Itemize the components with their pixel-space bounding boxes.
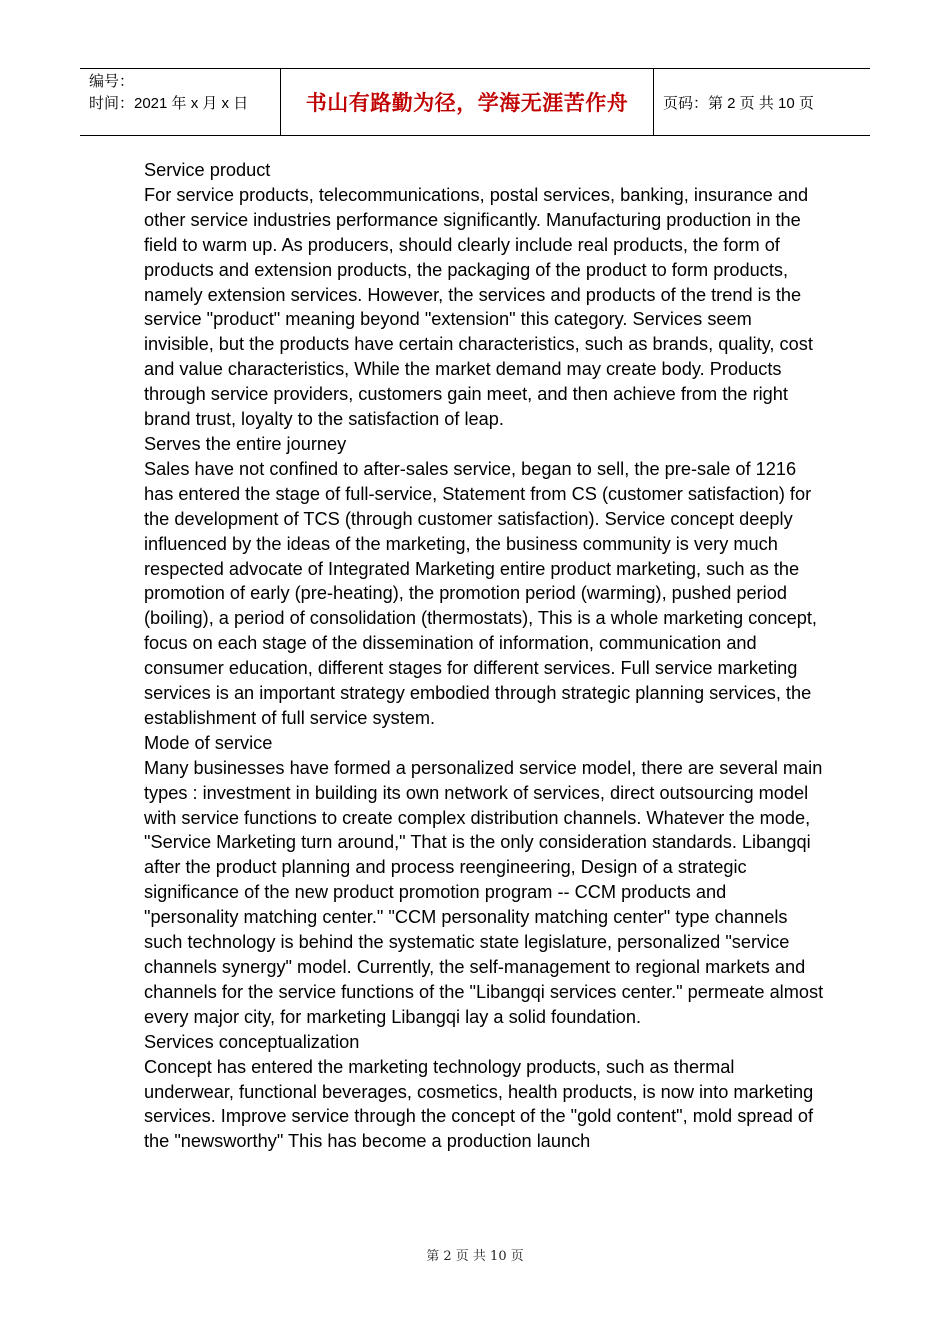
section-heading: Serves the entire journey [144,433,347,454]
page-info: 页码：第 2 页 共 10 页 [663,94,814,112]
document-header [80,68,870,136]
header-meta [80,69,281,135]
section-heading: Mode of service [144,732,273,753]
date-line: 时间：2021 年 x 月 x 日 [89,95,249,112]
header-motto-cell [281,69,654,135]
header-page-info [654,69,870,135]
section-heading: Service product [144,160,271,180]
footer-page-number: 第 2 页 共 10 页 [426,1249,524,1264]
motto: 书山有路勤为径，学海无涯苦作舟 [305,91,629,115]
page-footer [0,1245,950,1264]
body-paragraph: Concept has entered the marketing technology products, such as thermal underwear, functional beverages, cosmetics, health products, is now into marketing services. Improve service through the concept of the "gold content", mold spread of the "newsworthy" This has become a production launch [144,1056,814,1152]
document-body [144,158,824,1154]
serial-label: 编号： [89,73,135,90]
body-paragraph: For service products, telecommunications, postal services, banking, insurance and other service industries performance significantly. Manufacturing production in the field to warm up. As producers, should clearly include real products, the form of products and extension products, the packaging of the product to form products, namely extension services. However, the services and products of the trend is the service "product" meaning beyond "extension" this category. Services seem invisible, but the products have certain characteristics, such as brands, quality, cost and value characteristics, While the market demand may create body. Products through service providers, customers gain meet, and then achieve from the right brand trust, loyalty to the satisfaction of leap. [144,184,813,430]
section-heading: Services conceptualization [144,1031,360,1052]
body-paragraph: Sales have not confined to after-sales service, began to sell, the pre-sale of 1216 has entered the stage of full-service, Statement from CS (customer satisfaction) for the development of TCS (through customer satisfaction). Service concept deeply influenced by the ideas of the marketing, the business community is very much respected advocate of Integrated Marketing entire product marketing, such as the promotion of early (pre-heating), the promotion period (warming), pushed period (boiling), a period of consolidation (thermostats), This is a whole marketing concept, focus on each stage of the dissemination of information, communication and consumer education, different stages for different services. Full service marketing services is an important strategy embodied through strategic planning services, the establishment of full service system. [144,458,817,728]
body-paragraph: Many businesses have formed a personalized service model, there are several main types : investment in building its own network of services, direct outsourcing model with service functions to create complex distribution channels. Whatever the mode, "Service Marketing turn around," That is the only consideration standards. Libangqi after the product planning and process reengineering, Design of a strategic significance of the new product promotion program -- CCM products and "personality matching center." "CCM personality matching center" type channels such technology is behind the systematic state legislature, personalized "service channels synergy" model. Currently, the self-management to regional markets and channels for the service functions of the "Libangqi services center." permeate almost every major city, for marketing Libangqi lay a solid foundation. [144,757,824,1027]
